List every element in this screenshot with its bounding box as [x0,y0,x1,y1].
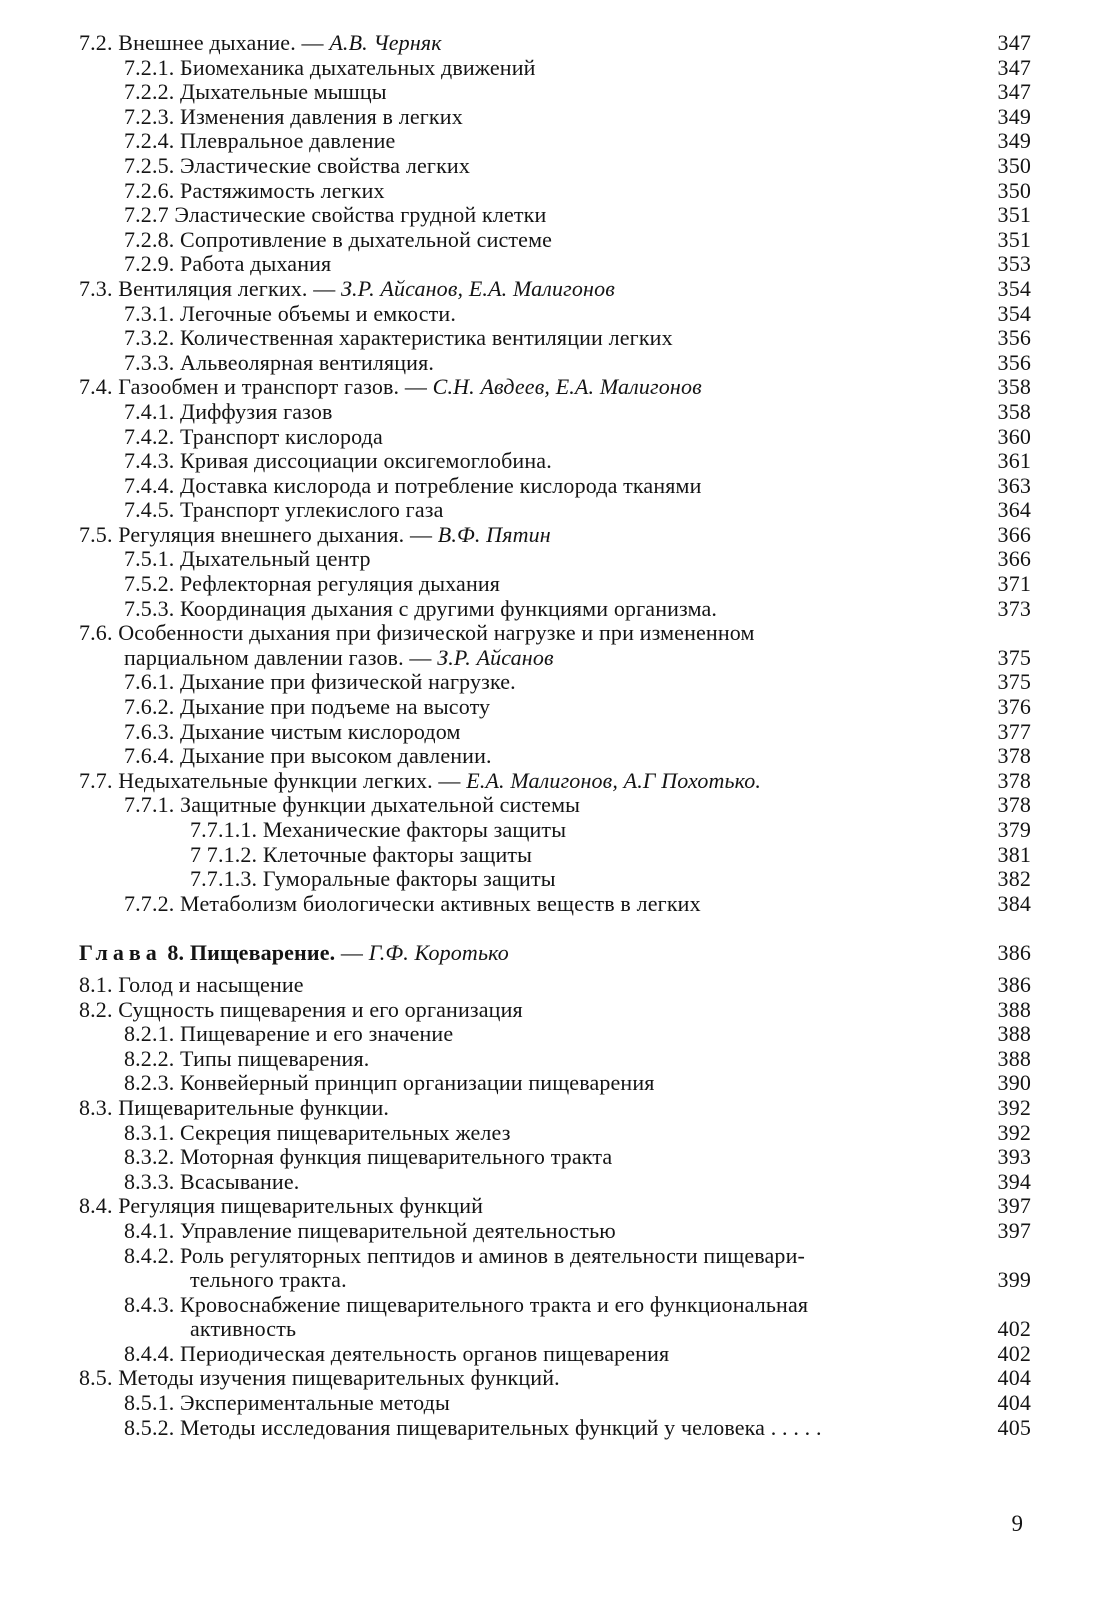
toc-page-number: 351 [997,202,1031,228]
toc-entry-label: 8.3.2. Моторная функция пищеварительного тракта [124,1144,613,1170]
toc-page-number: 347 [997,79,1031,105]
toc-page-number: 347 [997,54,1031,80]
toc-page-number: 349 [997,128,1031,154]
toc-page-number: 392 [997,1119,1031,1145]
toc-page-number: 373 [997,595,1031,621]
toc-entry-text [124,1022,963,1047]
chapter-title: 8. Пищеварение. [161,940,336,966]
toc-entry [0,80,1108,105]
toc-page-number: 397 [997,1217,1031,1243]
toc-page-number: 390 [997,1070,1031,1096]
toc-entry-label: парциальном давлении газов. — [124,644,438,670]
toc-page-number: 363 [997,472,1031,498]
toc-entry-text [79,1096,963,1121]
toc-entry-label: 7.2.9. Работа дыхания [124,251,332,277]
toc-page-number: 379 [997,817,1031,842]
toc-entry-label: 7.6.4. Дыхание при высоком давлении. [124,743,492,769]
toc-page-number: 358 [997,374,1031,400]
toc-entry-label: 8.1. Голод и насыщение [79,971,304,997]
toc-entry-label: 7 7.1.2. Клеточные факторы защиты [190,841,533,867]
toc-entry-text [79,523,963,548]
toc-entry-label: 7.2.8. Сопротивление в дыхательной системе [124,226,553,252]
toc-page-number: 360 [997,423,1031,449]
toc-chapter-heading [0,941,1108,966]
toc-page-number: 402 [997,1316,1031,1342]
toc-page-number: 364 [997,497,1031,523]
toc-entry-author: В.Ф. Пятин [437,521,551,547]
toc-entry-text [124,1071,963,1096]
toc-entry-text [124,326,963,351]
chapter-word: Глава [79,940,162,966]
toc-page-number: 366 [997,521,1031,547]
toc-page-number: 375 [997,644,1031,670]
toc-entry-text [124,1121,963,1146]
toc-page-number: 350 [997,177,1031,203]
toc-entry [0,498,1108,523]
toc-entry-label: 7.2.4. Плевральное давление [124,128,396,154]
toc-entry-text [124,793,963,818]
toc-entry [0,400,1108,425]
toc-entry-text [79,941,963,966]
toc-entry [0,154,1108,179]
toc-entry-label: 7.5.1. Дыхательный центр [124,546,371,572]
toc-entry-label: 8.3. Пищеварительные функции. [79,1094,390,1120]
toc-entry-text [79,769,963,794]
toc-entry-text [124,572,963,597]
toc-page-number: 354 [997,275,1031,301]
toc-entry [0,1170,1108,1195]
toc-entry-author: Е.А. Малигонов, А.Г Похотько. [466,767,762,793]
toc-entry-label: 7.4.3. Кривая диссоциации оксигемоглобина. [124,448,552,474]
toc-entry [0,1416,1108,1441]
toc-entry [0,892,1108,917]
toc-page-number: 356 [997,325,1031,351]
toc-entry-label: 7.2.6. Растяжимость легких [124,177,385,203]
toc-entry-text [124,252,963,277]
toc-entry [0,695,1108,720]
toc-entry [0,203,1108,228]
toc-entry [0,1268,1108,1293]
toc-entry [0,252,1108,277]
toc-entry-author: Г.Ф. Коротько [368,940,509,966]
toc-entry-label: 7.5.3. Координация дыхания с другими функциями организма. [124,595,718,621]
toc-entry [0,597,1108,622]
toc-entry-label: 7.2.2. Дыхательные мышцы [124,79,387,105]
toc-page-number: 349 [997,103,1031,129]
toc-page-number: 353 [997,251,1031,277]
toc-entry-text [79,277,963,302]
toc-entry-label: — [335,940,369,966]
toc-entry [0,31,1108,56]
toc-page-number: 377 [997,718,1031,744]
toc-entry-label: тельного тракта. [190,1267,347,1293]
toc-entry-text [124,474,963,499]
toc-entry-text [124,203,963,228]
toc-page-number: 399 [997,1267,1031,1293]
toc-entry-text [124,400,963,425]
toc-page-number: 366 [997,546,1031,572]
toc-entry-text [79,1194,963,1219]
toc-entry-label: 7.5.2. Рефлекторная регуляция дыхания [124,571,501,597]
toc-page-number: 386 [997,940,1031,966]
toc-entry-label: 8.5. Методы изучения пищеварительных функций. [79,1365,560,1391]
toc-entry [0,326,1108,351]
toc-entry-text [79,973,963,998]
toc-entry-label: 7.7. Недыхательные функции легких. — [79,767,467,793]
toc-entry-author: С.Н. Авдеев, Е.А. Малигонов [432,374,702,400]
toc-page-number: 397 [997,1193,1031,1219]
toc-page-number: 388 [997,1021,1031,1047]
toc-entry-text [124,1219,963,1244]
toc-entry-text [190,843,963,868]
toc-entry [0,351,1108,376]
toc-entry [0,1071,1108,1096]
toc-entry-label: 8.4.3. Кровоснабжение пищеварительного тракта и его функциональная [124,1291,809,1317]
toc-entry [0,1293,1108,1318]
toc-entry [0,228,1108,253]
toc-entry-text [124,744,963,769]
toc-page-number: 378 [997,743,1031,769]
toc-entry-label: 7.4.1. Диффузия газов [124,398,333,424]
toc-entry [0,646,1108,671]
toc-entry [0,375,1108,400]
toc-entry-author: З.Р. Айсанов [437,644,554,670]
toc-entry [0,1317,1108,1342]
toc-entry [0,547,1108,572]
toc-entry-author: А.В. Черняк [329,30,442,55]
toc-entry-text [124,1047,963,1072]
toc-entry [0,56,1108,81]
toc-entry-text [79,1366,963,1391]
toc-entry-text [124,646,963,671]
page-number: 9 [1011,1511,1023,1536]
toc-entry [0,449,1108,474]
toc-entry-label: 7.2. Внешнее дыхание. — [79,30,330,55]
toc-entry-text [124,1416,963,1441]
toc-entry [0,1342,1108,1367]
toc-entry-label: 7.4. Газообмен и транспорт газов. — [79,374,433,400]
toc-entry-label: 7.7.2. Метаболизм биологически активных веществ в легких [124,890,701,916]
toc-entry-text [124,597,963,622]
toc-page-number: 371 [997,571,1031,597]
toc-page-number: 358 [997,398,1031,424]
toc-entry-author: З.Р. Айсанов, Е.А. Малигонов [341,275,615,301]
toc-entry-text [124,154,963,179]
toc-entry-label: 8.4.1. Управление пищеварительной деятельностью [124,1217,616,1243]
toc-entry-label: 7.5. Регуляция внешнего дыхания. — [79,521,438,547]
toc-entry-label: 8.3.1. Секреция пищеварительных желез [124,1119,511,1145]
toc-page-number: 350 [997,152,1031,178]
toc-entry [0,1194,1108,1219]
toc-entry [0,302,1108,327]
toc-entry-label: 7.7.1.3. Гуморальные факторы защиты [190,866,556,892]
toc-entry [0,998,1108,1023]
toc-entry [0,1022,1108,1047]
toc-entry-label: 8.4.2. Роль регуляторных пептидов и аминов в деятельности пищевари- [124,1242,805,1268]
table-of-contents [0,31,1108,1440]
toc-page-number: 378 [997,767,1031,793]
toc-entry [0,670,1108,695]
toc-entry [0,1047,1108,1072]
toc-entry [0,973,1108,998]
toc-entry-label: 7.3.2. Количественная характеристика вентиляции легких [124,325,673,351]
toc-entry [0,523,1108,548]
toc-page-number: 384 [997,890,1031,916]
toc-entry [0,474,1108,499]
toc-entry-text [124,720,963,745]
toc-entry-text [124,1293,963,1318]
toc-entry-label: 8.2.2. Типы пищеварения. [124,1045,370,1071]
toc-entry [0,843,1108,868]
toc-entry-text [124,670,963,695]
toc-entry [0,769,1108,794]
toc-entry-label: 8.5.2. Методы исследования пищеварительных функций у человека . . . . . [124,1414,822,1440]
toc-entry [0,1145,1108,1170]
toc-page-number: 375 [997,669,1031,695]
toc-entry-text [124,129,963,154]
toc-page-number: 394 [997,1168,1031,1194]
toc-entry-label: 7.7.1.1. Механические факторы защиты [190,817,567,842]
toc-entry-label: 7.2.3. Изменения давления в легких [124,103,463,129]
toc-entry [0,818,1108,843]
toc-entry-text [124,547,963,572]
toc-page-number: 347 [997,30,1031,55]
toc-entry-label: 8.4.4. Периодическая деятельность органов пищеварения [124,1340,670,1366]
toc-page-number: 356 [997,349,1031,375]
toc-entry [0,572,1108,597]
toc-page-number: 381 [997,841,1031,867]
toc-entry-label: 7.6.2. Дыхание при подъеме на высоту [124,694,491,720]
toc-page-number: 404 [997,1365,1031,1391]
toc-entry [0,793,1108,818]
toc-entry-text [124,1244,963,1269]
toc-page-number: 361 [997,448,1031,474]
toc-entry-label: активность [190,1316,297,1342]
toc-page-number: 382 [997,866,1031,892]
toc-entry [0,425,1108,450]
toc-entry-text [124,1391,963,1416]
toc-entry [0,105,1108,130]
toc-entry-label: 7.4.2. Транспорт кислорода [124,423,383,449]
toc-entry-label: 7.3. Вентиляция легких. — [79,275,341,301]
toc-entry-text [124,1342,963,1367]
toc-entry-text [124,302,963,327]
toc-entry [0,720,1108,745]
toc-entry-text [124,1145,963,1170]
toc-entry-label: 7.4.4. Доставка кислорода и потребление кислорода тканями [124,472,702,498]
toc-entry-text [124,351,963,376]
toc-entry-text [124,892,963,917]
toc-entry-text [79,375,963,400]
toc-entry [0,1121,1108,1146]
toc-entry-label: 7.2.7 Эластические свойства грудной клетки [124,202,547,228]
toc-entry [0,1244,1108,1269]
toc-entry-label: 8.3.3. Всасывание. [124,1168,300,1194]
toc-page-number: 402 [997,1340,1031,1366]
toc-entry-text [124,449,963,474]
toc-entry-label: 8.5.1. Экспериментальные методы [124,1390,450,1416]
toc-entry-text [124,425,963,450]
toc-entry [0,129,1108,154]
toc-entry-text [124,1170,963,1195]
toc-page-number: 388 [997,1045,1031,1071]
toc-entry-label: 7.6. Особенности дыхания при физической нагрузке и при измененном [79,620,755,646]
toc-page-number: 386 [997,971,1031,997]
toc-page-number: 392 [997,1094,1031,1120]
toc-entry-text [79,621,963,646]
toc-entry-label: 7.6.1. Дыхание при физической нагрузке. [124,669,516,695]
toc-page-number: 404 [997,1390,1031,1416]
toc-page-number: 378 [997,792,1031,818]
toc-entry-text [79,31,963,56]
toc-entry-text [190,1317,963,1342]
toc-entry [0,1366,1108,1391]
toc-entry-label: 8.2.1. Пищеварение и его значение [124,1021,454,1047]
toc-page-number: 376 [997,694,1031,720]
toc-entry-label: 8.2.3. Конвейерный принцип организации пищеварения [124,1070,655,1096]
toc-entry-label: 7.3.3. Альвеолярная вентиляция. [124,349,434,375]
toc-entry-label: 7.3.1. Легочные объемы и емкости. [124,300,456,326]
toc-entry-text [79,998,963,1023]
toc-entry-text [124,105,963,130]
toc-entry-text [190,867,963,892]
toc-entry-text [124,695,963,720]
toc-entry-label: 7.2.5. Эластические свойства легких [124,152,470,178]
toc-page-number: 351 [997,226,1031,252]
toc-entry-label: 8.4. Регуляция пищеварительных функций [79,1193,484,1219]
toc-entry-label: 7.2.1. Биомеханика дыхательных движений [124,54,536,80]
toc-entry-text [124,498,963,523]
toc-page-number: 405 [997,1414,1031,1440]
toc-entry-text [124,179,963,204]
toc-entry-label: 7.6.3. Дыхание чистым кислородом [124,718,461,744]
toc-page-number: 393 [997,1144,1031,1170]
toc-entry [0,867,1108,892]
toc-entry-text [124,56,963,81]
toc-entry-label: 7.7.1. Защитные функции дыхательной системы [124,792,581,818]
toc-entry-text [190,1268,963,1293]
toc-entry [0,621,1108,646]
toc-entry [0,1219,1108,1244]
toc-entry [0,744,1108,769]
toc-entry-label: 7.4.5. Транспорт углекислого газа [124,497,444,523]
toc-entry-text [124,80,963,105]
toc-entry-text [124,228,963,253]
toc-page-number: 388 [997,996,1031,1022]
toc-entry-label: 8.2. Сущность пищеварения и его организация [79,996,523,1022]
toc-page-number: 354 [997,300,1031,326]
toc-entry-text [190,818,963,843]
toc-entry [0,277,1108,302]
toc-entry [0,1096,1108,1121]
toc-entry [0,179,1108,204]
toc-entry [0,1391,1108,1416]
